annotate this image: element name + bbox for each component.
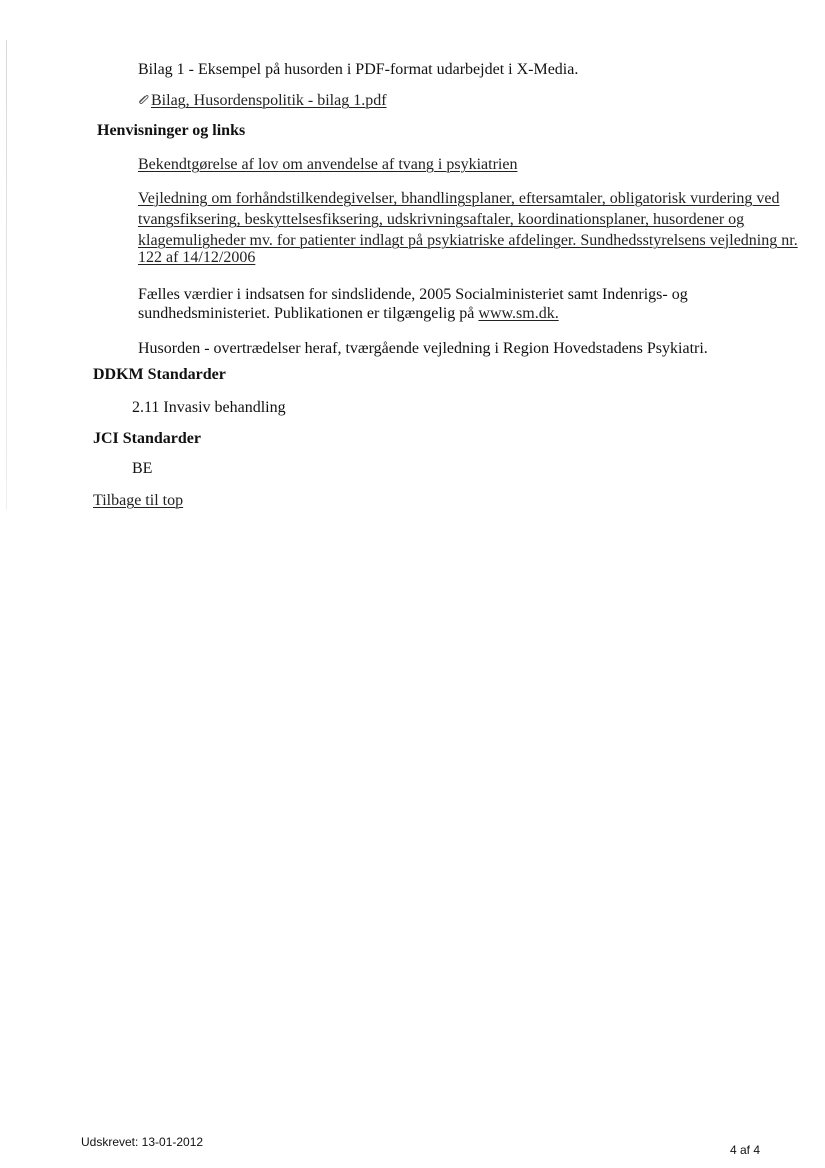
vejledning-link-text-3[interactable]: klagemuligheder mv. for patienter indlagt på psykiatriske afdelinger. Sundhedsstyrelsens vejledning nr.: [138, 232, 798, 249]
paperclip-icon: [138, 90, 149, 100]
attachment-caption: Bilag 1 - Eksempel på husorden i PDF-format udarbejdet i X-Media.: [138, 61, 579, 78]
attachment-row[interactable]: [138, 90, 387, 111]
faelles-vaerdier-line-2: [138, 304, 559, 324]
vejledning-link-line-1[interactable]: [138, 189, 779, 209]
printed-date: Udskrevet: 13-01-2012: [81, 1135, 204, 1149]
link-lov-tvang-text[interactable]: Bekendtgørelse af lov om anvendelse af tvang i psykiatrien: [138, 156, 518, 173]
ddkm-heading: DDKM Standarder: [93, 366, 226, 383]
jci-item: BE: [132, 460, 153, 477]
back-to-top-link[interactable]: Tilbage til top: [93, 492, 184, 509]
back-to-top-row[interactable]: [93, 491, 183, 511]
husorden-text: Husorden - overtrædelser heraf, tværgående vejledning i Region Hovedstadens Psykiatri.: [138, 340, 708, 357]
scan-edge: [6, 40, 7, 510]
faelles-vaerdier-line-1: Fælles værdier i indsatsen for sindslidende, 2005 Socialministeriet samt Indenrigs- og: [138, 286, 688, 303]
attachment-file-link[interactable]: Bilag, Husordenspolitik - bilag 1.pdf: [151, 92, 387, 109]
sm-dk-link[interactable]: www.sm.dk.: [478, 305, 559, 322]
vejledning-link-line-4[interactable]: [138, 248, 255, 268]
link-lov-tvang[interactable]: [138, 155, 517, 175]
vejledning-link-text-2[interactable]: tvangsfiksering, beskyttelsesfiksering, udskrivningsaftaler, koordinationsplaner, husordener og: [138, 211, 745, 228]
vejledning-link-line-2[interactable]: [138, 210, 744, 230]
vejledning-link-text-1[interactable]: Vejledning om forhåndstilkendegivelser, bhandlingsplaner, eftersamtaler, obligatorisk vurdering ved: [138, 190, 780, 207]
ddkm-item: 2.11 Invasiv behandling: [132, 399, 286, 416]
vejledning-link-text-4[interactable]: 122 af 14/12/2006: [138, 249, 256, 266]
jci-heading: JCI Standarder: [93, 430, 202, 447]
faelles-vaerdier-text: sundhedsministeriet. Publikationen er tilgængelig på: [138, 305, 479, 322]
references-heading: Henvisninger og links: [97, 122, 246, 139]
page-number: 4 af 4: [730, 1143, 761, 1157]
